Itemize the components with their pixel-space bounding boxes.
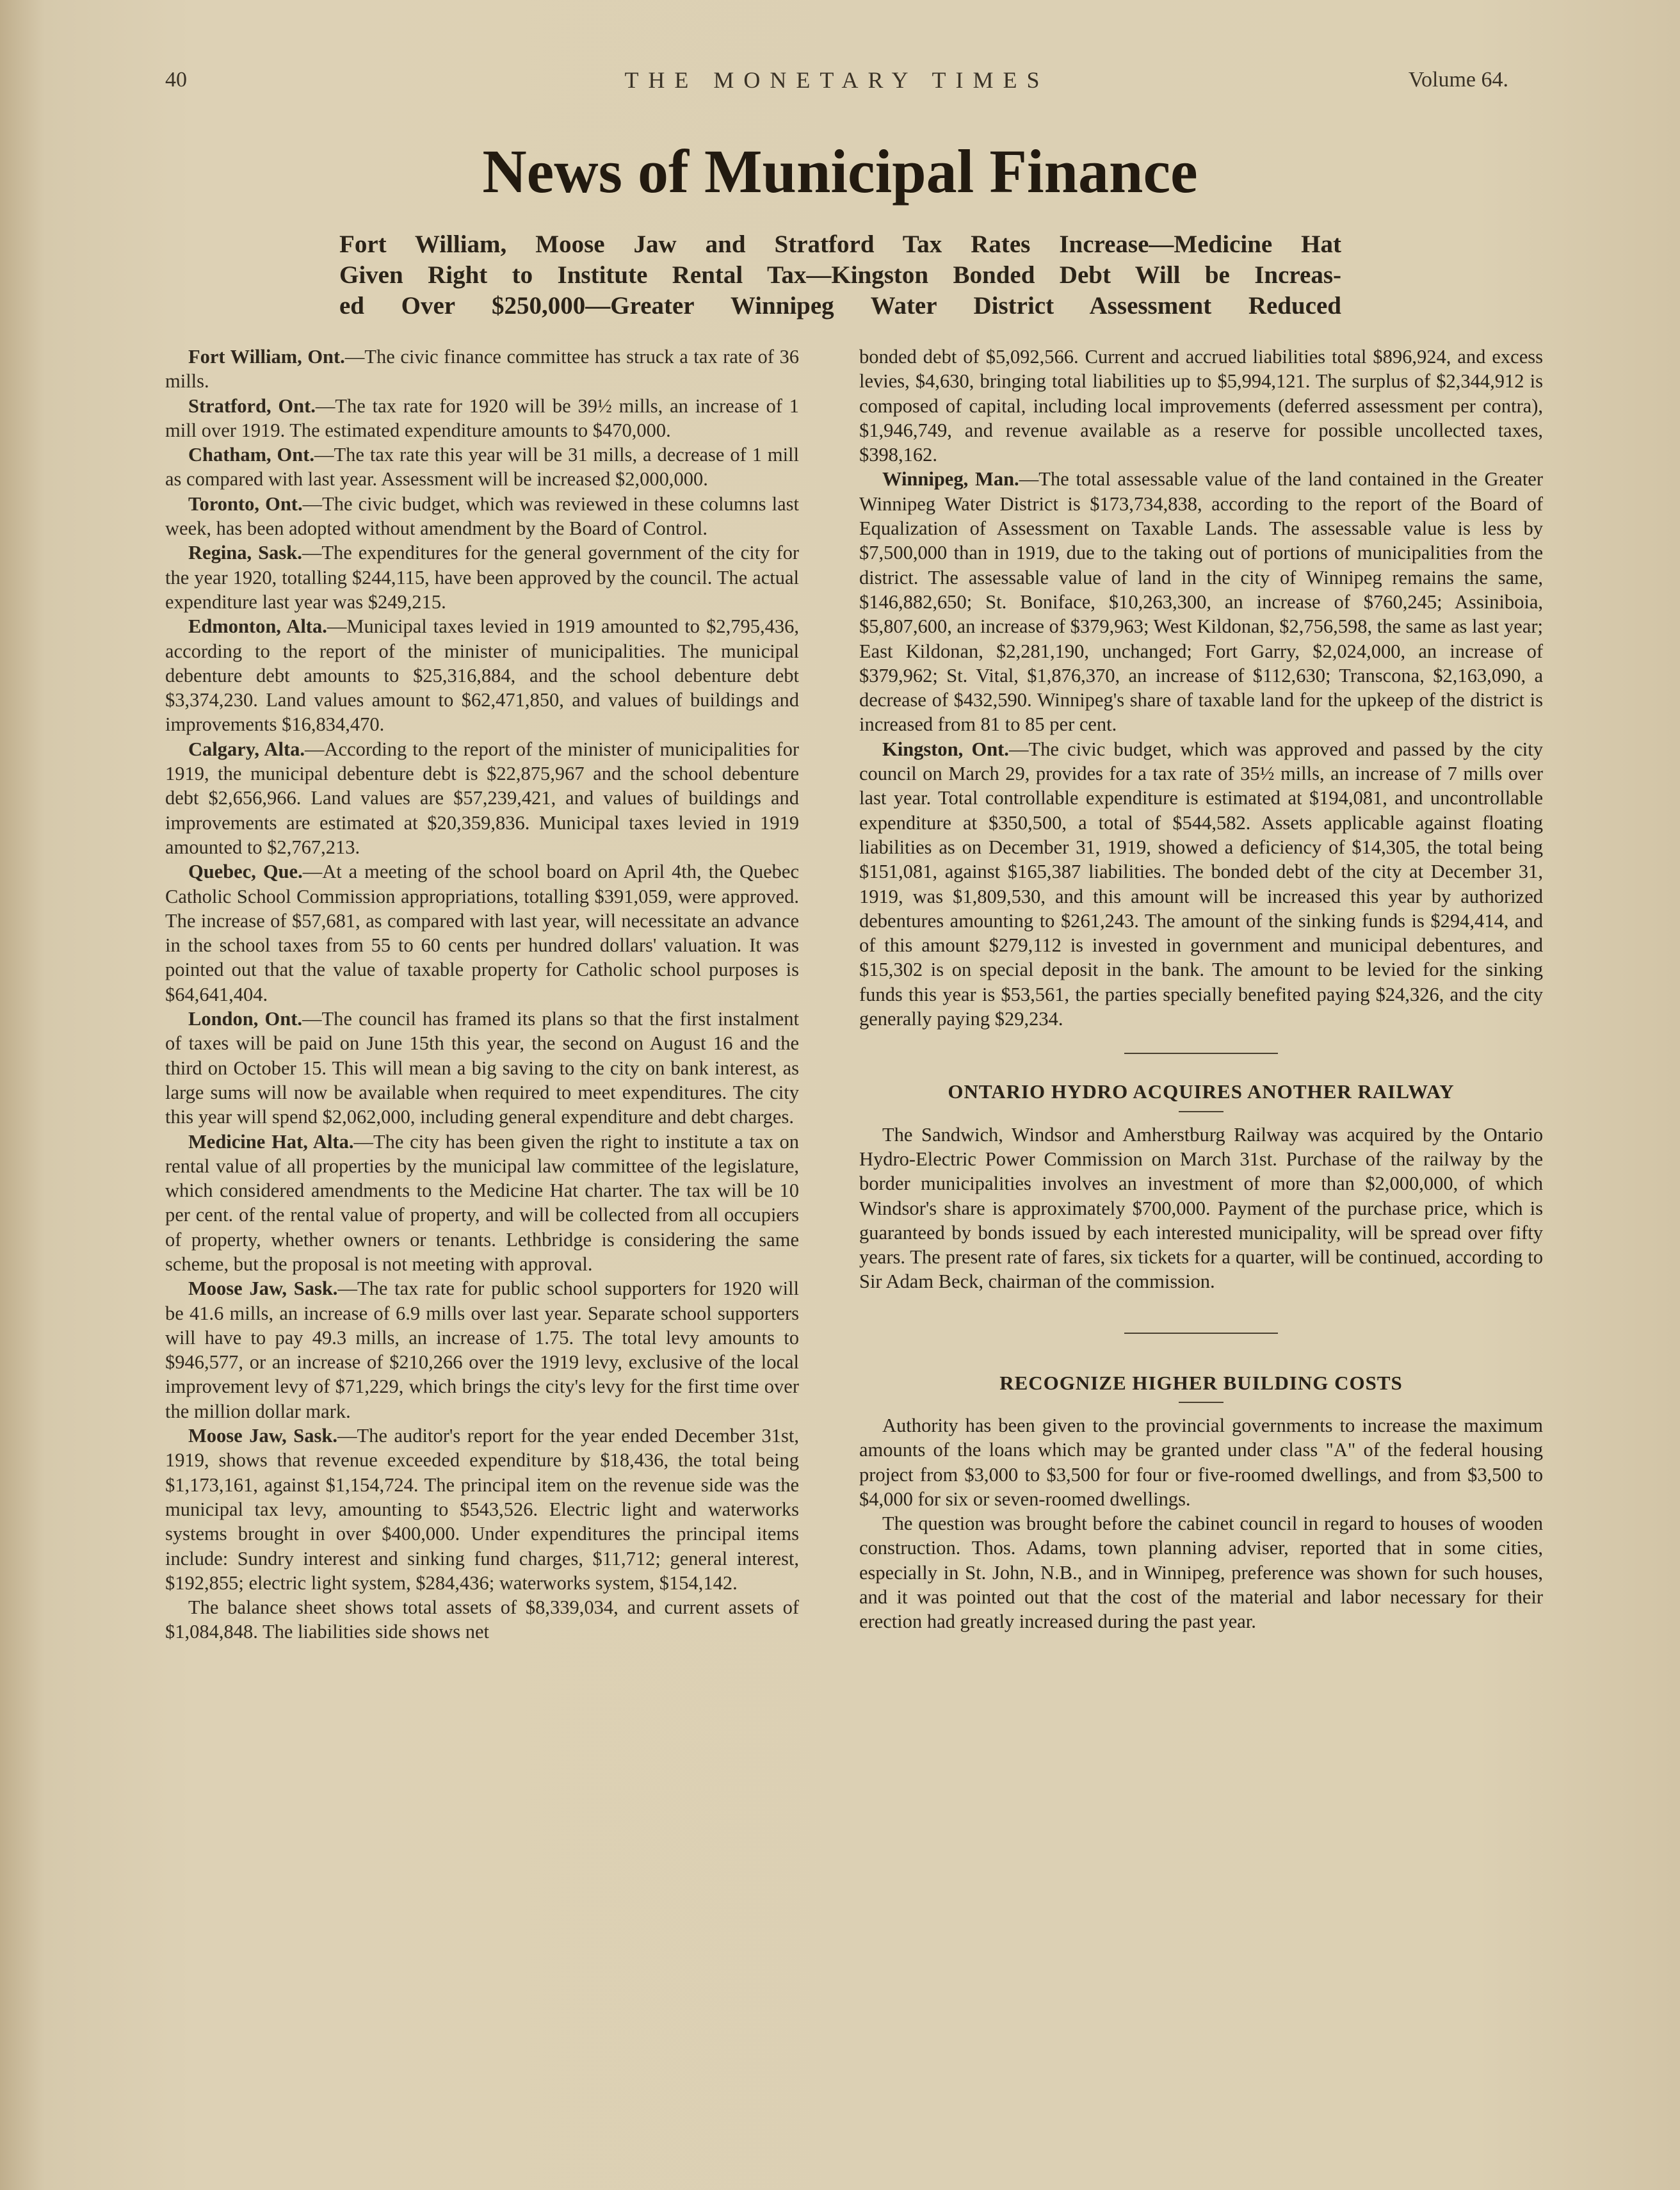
news-item <box>165 1276 799 1424</box>
news-item <box>165 540 799 614</box>
heading-rule <box>1179 1111 1224 1112</box>
article-heading-building: RECOGNIZE HIGHER BUILDING COSTS <box>999 1371 1403 1394</box>
item-heading: Regina, Sask. <box>188 542 302 564</box>
deck-line: Fort William, Moose Jaw and Stratford Tax Rates Increase—Medicine Hat <box>339 231 1341 258</box>
page-number: 40 <box>165 68 187 92</box>
left-column <box>165 345 799 1644</box>
news-item <box>165 442 799 492</box>
news-item <box>165 737 799 859</box>
section-divider <box>1124 1053 1278 1054</box>
news-item <box>165 394 799 443</box>
section-divider <box>1124 1333 1278 1334</box>
news-item <box>165 1595 799 1644</box>
running-head <box>165 63 1508 101</box>
item-text: bonded debt of $5,092,566. Current and accrued liabilities total $896,924, and excess levies, $4,630, bringing total liabilities up to $5,994,121. The surplus of $2,344,912 is composed of capital, including local improvements (deferred assessment per contra), $1,946,749, and revenue available as a reserve for possible uncollected taxes, $398,162. <box>859 346 1543 466</box>
item-heading: London, Ont. <box>188 1008 303 1030</box>
item-heading: Moose Jaw, Sask. <box>188 1425 337 1447</box>
volume-label: Volume 64. <box>1408 68 1508 92</box>
right-column <box>859 345 1543 1634</box>
headline-deck <box>339 229 1341 321</box>
news-item <box>165 614 799 736</box>
item-heading: Quebec, Que. <box>188 861 303 883</box>
item-text: —The total assessable value of the land contained in the Greater Winnipeg Water District is $173,734,838, according to the report of the Board of Equalization of Assessment on Taxable Lands. The assessable value is less by $7,500,000 than in 1919, due to the taking out of portions of municipalities from the district. The assessable value of land in the city of Winnipeg remains the same, $146,882,650; St. Boniface, $10,263,300, an increase of $760,245; Assiniboia, $5,807,600, an increase of $379,963; West Kildonan, $2,756,598, the same as last year; East Kildonan, $2,281,190, unchanged; Fort Garry, $2,024,000, an increase of $379,962; St. Vital, $1,876,370, an increase of $112,630; Transcona, $2,163,090, a decrease of $432,590. Winnipeg's share of taxable land for the upkeep of the district is increased from 81 to 85 per cent. <box>859 468 1543 736</box>
item-heading: Kingston, Ont. <box>882 738 1009 760</box>
masthead: THE MONETARY TIMES <box>624 67 1049 93</box>
news-item <box>165 1130 799 1277</box>
news-item <box>165 345 799 394</box>
item-text: —The civic finance committee has struck a tax rate of 36 mills. <box>165 346 799 393</box>
deck-line: Given Right to Institute Rental Tax—Kingston Bonded Debt Will be Increas- <box>339 261 1341 289</box>
item-heading: Calgary, Alta. <box>188 738 305 760</box>
news-item <box>859 345 1543 467</box>
item-heading: Toronto, Ont. <box>188 492 303 515</box>
item-text: —Municipal taxes levied in 1919 amounted to $2,795,436, according to the report of the minister of municipalities. The municipal debenture debt amounts to $25,316,884, and the school debenture debt $3,374,230. Land values amount to $62,471,850, and values of buildings and improvements $16,834,470. <box>165 615 799 736</box>
article-paragraph: Authority has been given to the provincial governments to increase the maximum amounts of the loans which may be granted under class "A" of the federal housing project from $3,000 to $3,500 for four or five-roomed dwellings, and from $3,500 to $4,000 for six or seven-roomed dwellings. <box>859 1414 1543 1510</box>
news-item <box>165 1007 799 1129</box>
item-heading: Chatham, Ont. <box>188 444 315 466</box>
item-text: —At a meeting of the school board on April 4th, the Quebec Catholic School Commission appropriations, totalling $391,059, were approved. The increase of $57,681, as compared with last year, will necessitate an advance in the school taxes from 55 to 60 cents per hundred dollars' valuation. It was pointed out that the value of taxable property for Catholic school purposes is $64,641,404. <box>165 861 799 1005</box>
item-heading: Edmonton, Alta. <box>188 615 327 638</box>
article-heading-hydro: ONTARIO HYDRO ACQUIRES ANOTHER RAILWAY <box>948 1080 1455 1103</box>
item-heading: Medicine Hat, Alta. <box>188 1130 354 1153</box>
item-text: —The tax rate this year will be 31 mills, a decrease of 1 mill as compared with last year. Assessment will be increased $2,000,000. <box>165 444 799 491</box>
item-heading: Fort William, Ont. <box>188 346 345 368</box>
item-text: —The tax rate for 1920 will be 39½ mills, an increase of 1 mill over 1919. The estimated expenditure amounts to $470,000. <box>165 394 799 441</box>
item-text: —The city has been given the right to institute a tax on rental value of all properties by the municipal law committee of the legislature, which considered amendments to the Medicine Hat charter. The tax will be 10 per cent. of the rental value of property, and will be collected from all occupiers of property, whether owners or tenants. Lethbridge is considering the same scheme, but the proposal is not meeting with approval. <box>165 1130 799 1275</box>
item-text: —The civic budget, which was reviewed in these columns last week, has been adopted without amendment by the Board of Control. <box>165 492 799 540</box>
deck-line: ed Over $250,000—Greater Winnipeg Water District Assessment Reduced <box>339 292 1341 320</box>
item-text: —The council has framed its plans so that the first instalment of taxes will be paid on June 15th this year, the second on August 16 and the third on October 15. This will mean a big saving to the city on bank interest, as large sums will now be available when required to meet expenditures. The city this year will spend $2,062,000, including general expenditure and debt charges. <box>165 1008 800 1128</box>
item-text: —The tax rate for public school supporters for 1920 will be 41.6 mills, an increase of 6.9 mills over last year. Separate school supporters will have to pay 49.3 mills, an increase of 1.75. The total levy amounts to $946,577, or an increase of $210,266 over the 1919 levy, exclusive of the local improvement levy of $71,229, which brings the city's levy for the first time over the million dollar mark. <box>165 1278 799 1422</box>
page-title: News of Municipal Finance <box>482 137 1198 206</box>
item-text: —The expenditures for the general government of the city for the year 1920, totalling $244,115, have been approved by the council. The actual expenditure last year was $249,215. <box>165 542 800 613</box>
article-paragraph: The Sandwich, Windsor and Amherstburg Railway was acquired by the Ontario Hydro-Electric Power Commission on March 31st. Purchase of the railway by the border municipalities involves an investment of more than $2,000,000, of which Windsor's share is approximately $700,000. Payment of the purchase price, which is guaranteed by bonds issued by each interested municipality, will be spread over fifty years. The present rate of fares, six tickets for a quarter, will be continued, according to Sir Adam Beck, chairman of the commission. <box>859 1123 1543 1293</box>
news-item <box>859 737 1543 1032</box>
news-item <box>165 492 799 541</box>
item-text: The balance sheet shows total assets of $8,339,034, and current assets of $1,084,848. The liabilities side shows net <box>165 1596 799 1643</box>
item-heading: Moose Jaw, Sask. <box>188 1278 338 1300</box>
item-text: —According to the report of the minister of municipalities for 1919, the municipal debenture debt is $22,875,967 and the school debenture debt $2,656,966. Land values are $57,239,421, and values of buildings and improvements are estimated at $20,359,836. Municipal taxes levied in 1919 amounted to $2,767,213. <box>165 738 799 858</box>
news-item <box>165 859 799 1007</box>
item-text: —The civic budget, which was approved and passed by the city council on March 29, provides for a tax rate of 35½ mills, an increase of 7 mills over last year. Total controllable expenditure is estimated at $194,081, and uncontrollable expenditure at $350,500, a total of $544,582. Assets applicable against floating liabilities as on December 31, 1919, showed a deficiency of $14,305, the total being $151,081, against $165,387 liabilities. The bonded debt of the city at December 31, 1919, was $1,809,530, and this amount will be increased this year by authorized debentures amounting to $261,243. The amount of the sinking funds is $294,414, and of this amount $279,112 is invested in government and municipal debentures, and $15,302 is on special deposit in the bank. The amount to be levied for the sinking funds this year is $53,561, the parties specially benefited paying $24,326, and the city generally paying $29,234. <box>859 738 1543 1030</box>
item-heading: Winnipeg, Man. <box>882 468 1019 491</box>
item-heading: Stratford, Ont. <box>188 394 316 417</box>
item-text: —The auditor's report for the year ended December 31st, 1919, shows that revenue exceeded expenditure by $18,436, the total being $1,173,161, against $1,154,724. The principal item on the revenue side was the municipal tax levy, amounting to $543,526. Electric light and waterworks systems brought in over $400,000. Under expenditures the principal items include: Sundry interest and sinking fund charges, $11,712; general interest, $192,855; electric light system, $284,436; waterworks system, $154,142. <box>165 1425 799 1594</box>
news-item <box>165 1424 799 1595</box>
article-paragraph: The question was brought before the cabinet council in regard to houses of wooden construction. Thos. Adams, town planning adviser, reported that in some cities, especially in St. John, N.B., and in Winnipeg, preference was shown for such houses, and it was pointed out that the cost of the material and labor necessary for their erection had greatly increased during the past year. <box>859 1513 1543 1633</box>
news-item <box>859 467 1543 736</box>
heading-rule <box>1179 1402 1224 1403</box>
